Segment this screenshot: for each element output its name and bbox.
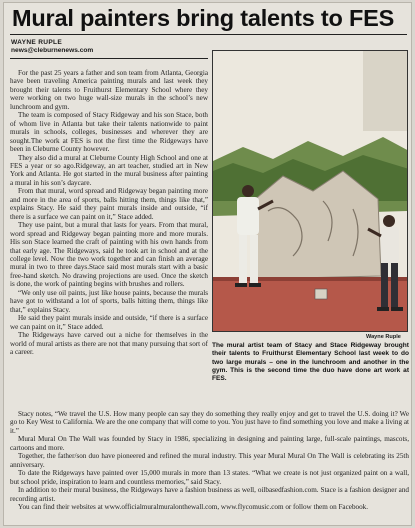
byline-rule	[10, 58, 208, 59]
paint-bucket	[315, 289, 327, 299]
byline-email: news@cleburnenews.com	[11, 47, 94, 54]
headline-rule	[10, 34, 407, 35]
article-paragraph: From that mural, word spread and Ridgeway began painting more and more in the area of sports, balls hitting them, things like that,” explains Stacy. He said they paint murals inside and outside, “if there is a surface we can paint on it,” Stace added.	[10, 187, 208, 221]
headline: Mural painters bring talents to FES	[12, 5, 395, 31]
article-paragraph: They also did a mural at Cleburne County High School and one at FES a year or so ago.Ridgeway, an art teacher, studied art in New York and Atlanta. He got started in the mural business after painting a mural in his son’s daycare.	[10, 153, 208, 187]
article-paragraph: The Ridgeways have carved out a niche for themselves in the world of mural artists as there are not that many pursuing that sort of a career.	[10, 331, 208, 356]
article-paragraph: “We only use oil paints, just like house paints, because the murals have got to withstand a lot of sports, balls hitting them, things like that,” explains Stacy.	[10, 288, 208, 314]
photo-caption: The mural artist team of Stacy and Stace Ridgeway brought their talents to Fruithurst Elementary School last week to do two large murals – one in the lunchroom and another in the gym. This is the second time the duo have done art work at FES.	[212, 342, 409, 383]
article-paragraph: They use paint, but a mural that lasts for years. From that mural, word spread and Ridgeway began painting more and more murals. His son Stace learned the craft of painting with his own hands from that early age. The Ridgeways, said he took art in school and at the college level. Now the two work together and can finish an average mural in two to three days.Stace said most murals start with a basic free-hand sketch. No drawing projections are used. Once the sketch is done, the work of painting begins with brushes and rollers.	[10, 221, 208, 289]
article-paragraph: Together, the father/son duo have pioneered and refined the mural industry. This year Mural Mural On The Wall is celebrating its 25th anniversary.	[10, 452, 409, 469]
article-paragraph: He said they paint murals inside and outside, “if there is a surface we can paint on it,” Stace added.	[10, 314, 208, 331]
article-paragraph: In addition to their mural business, the Ridgeways have a fashion business as well, oilbasedfashion.com. Stace is a fashion designer and recording artist.	[10, 486, 409, 503]
article-paragraph: You can find their websites at www.officialmuralmuralonthewall.com, www.flycomusic.com or follow them on Facebook.	[18, 502, 369, 511]
mural-photo	[212, 50, 408, 332]
byline	[11, 39, 93, 55]
article-paragraph: For the past 25 years a father and son team from Atlanta, Georgia have been traveling America painting murals and last week they brought their talents to Fruithurst Elementary School where they were working on two huge wall-size murals in the school’s new lunchroom and gym.	[10, 69, 208, 111]
newspaper-clipping	[3, 2, 412, 526]
mural-painters-illustration	[213, 51, 408, 332]
article-paragraph: Stacy notes, “We travel the U.S. How many people can say they do something they really enjoy and get to travel the U.S. doing it? We go to Key West to California. We are the one company that will come to you. You just have to find something you love and make a living at it.”	[10, 410, 409, 435]
article-paragraph: Mural Mural On The Wall was founded by Stacy in 1986, specializing in designing and painting large, full-scale paintings, mascots, cartoons and more.	[10, 435, 409, 452]
article-paragraph: The team is composed of Stacy Ridgeway and his son Stace, both of whom live in Atlanta but take their talents nationwide to paint murals in schools, colleges, businesses and wherever they are sought.The work at FES is not the first time the Ridgeways have been in Cleburne County however.	[10, 111, 208, 154]
byline-name: WAYNE RUPLE	[11, 39, 63, 46]
article-left-column	[10, 69, 208, 409]
photo-credit: Wayne Ruple	[366, 334, 401, 340]
article-paragraph: To date the Ridgeways have painted over 15,000 murals in more than 13 states. “What we create is not just organized paint on a wall, but school pride, inspiration to learn and countless memories,” said Stacy.	[10, 469, 409, 486]
window-light	[363, 51, 408, 131]
article-bottom-section	[10, 410, 409, 526]
